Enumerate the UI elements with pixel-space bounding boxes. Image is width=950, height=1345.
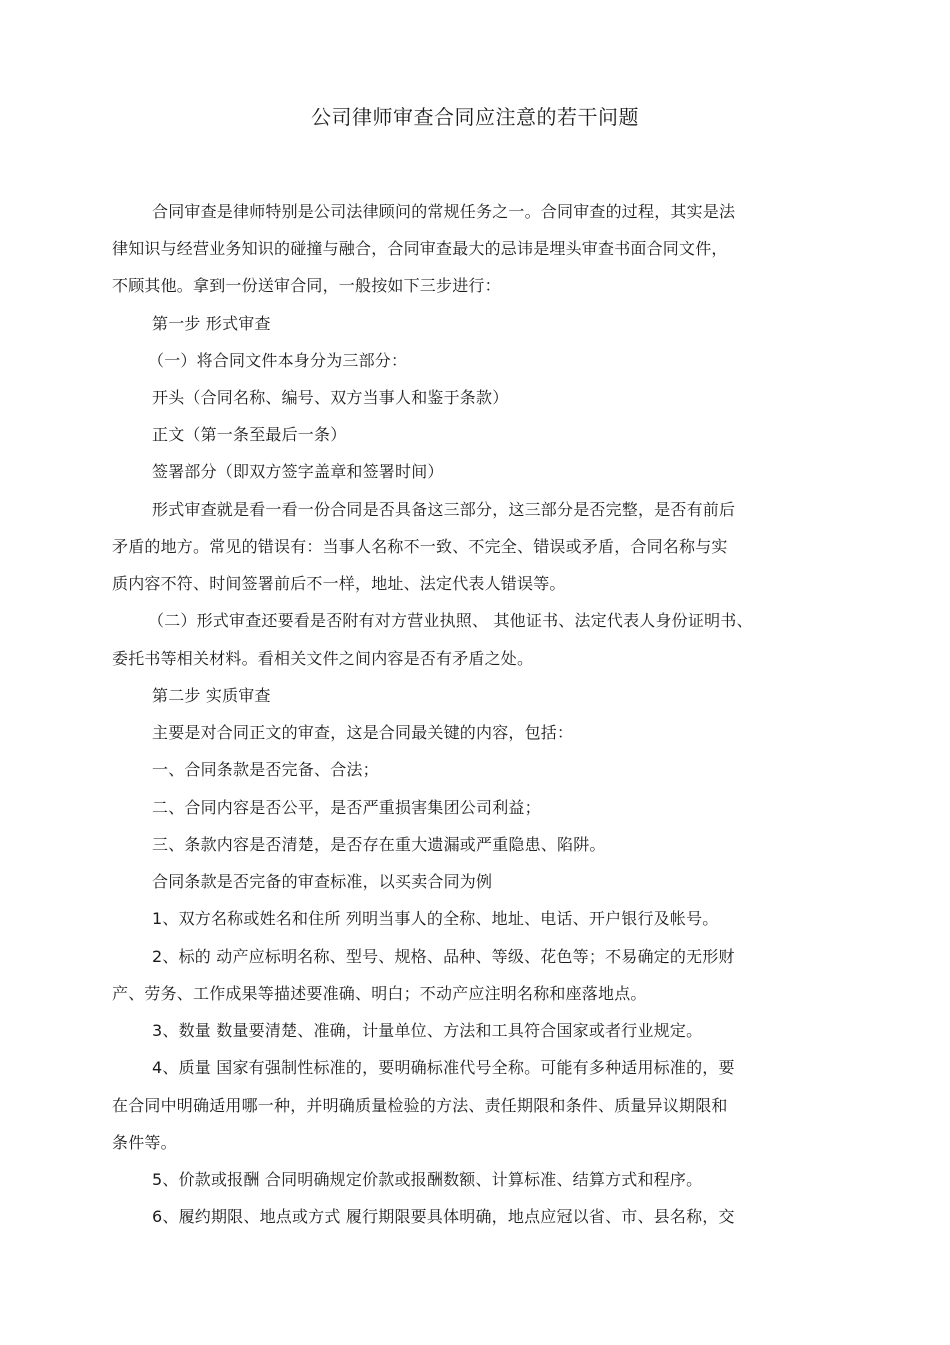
- list-item: 6、履约期限、地点或方式 履行期限要具体明确，地点应冠以省、市、县名称，交: [152, 1207, 735, 1226]
- paragraph-line: （二）形式审查还要看是否附有对方营业执照、 其他证书、法定代表人身份证明书、: [148, 611, 753, 630]
- paragraph-line: 产、劳务、工作成果等描述要准确、明白；不动产应注明名称和座落地点。: [112, 984, 647, 1003]
- list-item: 5、价款或报酬 合同明确规定价款或报酬数额、计算标准、结算方式和程序。: [152, 1170, 703, 1189]
- paragraph-line: 质内容不符、时间签署前后不一样，地址、法定代表人错误等。: [112, 574, 566, 593]
- list-item: 开头（合同名称、编号、双方当事人和鉴于条款）: [152, 388, 509, 407]
- list-item: 1、双方名称或姓名和住所 列明当事人的全称、地址、电话、开户银行及帐号。: [152, 909, 719, 928]
- paragraph-line: 合同审查是律师特别是公司法律顾问的常规任务之一。合同审查的过程，其实是法: [152, 202, 736, 221]
- section-heading: 第二步 实质审查: [152, 686, 271, 705]
- list-item: 4、质量 国家有强制性标准的，要明确标准代号全称。可能有多种适用标准的，要: [152, 1058, 735, 1077]
- section-heading: 第一步 形式审查: [152, 314, 271, 333]
- paragraph-line: 合同条款是否完备的审查标准，以买卖合同为例: [152, 872, 493, 891]
- paragraph-line: 委托书等相关材料。看相关文件之间内容是否有矛盾之处。: [112, 649, 534, 668]
- list-item: 正文（第一条至最后一条）: [152, 425, 347, 444]
- paragraph-line: 条件等。: [112, 1133, 177, 1152]
- list-item: 一、合同条款是否完备、合法；: [152, 760, 379, 779]
- list-item: 二、合同内容是否公平，是否严重损害集团公司利益；: [152, 798, 541, 817]
- paragraph-line: 主要是对合同正文的审查，这是合同最关键的内容，包括：: [152, 723, 574, 742]
- paragraph-line: 律知识与经营业务知识的碰撞与融合，合同审查最大的忌讳是埋头审查书面合同文件，: [112, 239, 728, 258]
- document-title: 公司律师审查合同应注意的若干问题: [311, 105, 639, 129]
- list-item: 3、数量 数量要清楚、准确，计量单位、方法和工具符合国家或者行业规定。: [152, 1021, 703, 1040]
- paragraph-line: 形式审查就是看一看一份合同是否具备这三部分，这三部分是否完整，是否有前后: [152, 500, 736, 519]
- list-item: 三、条款内容是否清楚，是否存在重大遗漏或严重隐患、陷阱。: [152, 835, 606, 854]
- paragraph-line: 不顾其他。拿到一份送审合同，一般按如下三步进行：: [112, 276, 501, 295]
- subsection-heading: （一）将合同文件本身分为三部分：: [148, 351, 408, 370]
- list-item: 2、标的 动产应标明名称、型号、规格、品种、等级、花色等；不易确定的无形财: [152, 947, 735, 966]
- list-item: 签署部分（即双方签字盖章和签署时间）: [152, 462, 444, 481]
- paragraph-line: 在合同中明确适用哪一种，并明确质量检验的方法、责任期限和条件、质量异议期限和: [112, 1096, 728, 1115]
- paragraph-line: 矛盾的地方。常见的错误有：当事人名称不一致、不完全、错误或矛盾，合同名称与实: [112, 537, 728, 556]
